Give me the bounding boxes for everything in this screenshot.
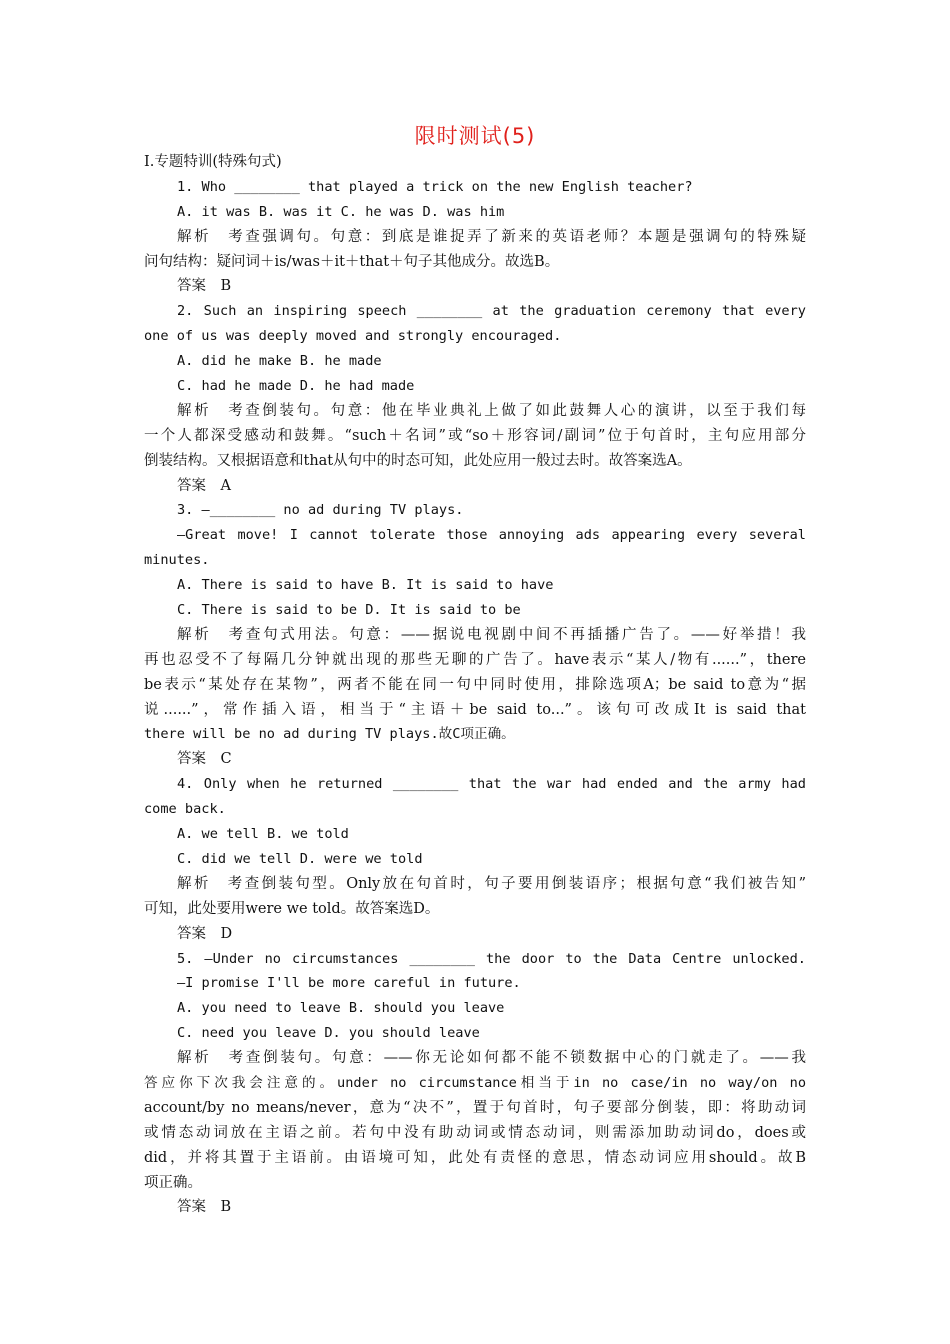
text-line: 3. —________ no ad during TV plays.	[177, 502, 464, 519]
text-line: come back.	[144, 801, 226, 818]
text-line: —Great move! I cannot tolerate those annoying ads appearing every several	[177, 527, 806, 544]
text-line: 倒装结构。又根据语意和that从句中的时态可知，此处应用一般过去时。故答案选A。	[144, 452, 692, 469]
text-line: 5. —Under no circumstances ________ the door to the Data Centre unlocked.	[177, 950, 806, 967]
text-line: —I promise I'll be more careful in future.	[177, 975, 521, 992]
text-line: A. it was B. was it C. he was D. was him	[177, 203, 505, 220]
text-line: 答案 A	[177, 477, 231, 494]
text-line: 答案 D	[177, 925, 233, 942]
text-line: 2. Such an inspiring speech ________ at the graduation ceremony that every	[177, 303, 806, 320]
text-line: account/by no means/never，意为“决不”，置于句首时，句子要部分倒装，即：将助动词	[144, 1099, 806, 1116]
text-line: 答案 B	[177, 278, 232, 295]
text-line: 解析 考查倒装句。句意：——你无论如何都不能不锁数据中心的门就走了。——我	[177, 1050, 806, 1067]
text-line: 答案 B	[177, 1199, 232, 1216]
text-line: C. had he made D. he had made	[177, 378, 415, 395]
page-title: 限时测试(5)	[414, 124, 536, 148]
text-line: 解析 考查倒装句型。Only放在句首时，句子要用倒装语序；根据句意“我们被告知”	[177, 875, 806, 892]
text-line: A. did he make B. he made	[177, 353, 382, 370]
text-line: 可知，此处要用were we told。故答案选D。	[144, 900, 440, 917]
text-line: A. There is said to have B. It is said to have	[177, 577, 554, 594]
text-line: C. need you leave D. you should leave	[177, 1025, 480, 1042]
text-line: be表示“某处存在某物”，两者不能在同一句中同时使用，排除选项A；be said to意为“据	[144, 676, 806, 693]
text-line: Ⅰ.专题特训(特殊句式)	[144, 154, 282, 170]
text-line: 解析 考查倒装句。句意：他在毕业典礼上做了如此鼓舞人心的演讲，以至于我们每	[177, 402, 806, 419]
text-line: 解析 考查句式用法。句意：——据说电视剧中间不再插播广告了。——好举措！我	[177, 626, 806, 643]
text-line: 4. Only when he returned ________ that the war had ended and the army had	[177, 776, 806, 793]
text-line: C. There is said to be D. It is said to be	[177, 602, 521, 619]
text-line: 项正确。	[144, 1174, 202, 1191]
text-line: minutes.	[144, 552, 210, 569]
text-line: A. you need to leave B. should you leave	[177, 1000, 505, 1017]
text-line: C. did we tell D. were we told	[177, 850, 423, 867]
text-line: did，并将其置于主语前。由语境可知，此处有责怪的意思，情态动词应用should。故B	[144, 1149, 806, 1166]
text-line: 答应你下次我会注意的。under no circumstance相当于in no case/in no way/on no	[144, 1074, 806, 1091]
document-body	[144, 150, 806, 1220]
text-line: 或情态动词放在主语之前。若句中没有助动词或情态动词，则需添加助动词do，does或	[144, 1124, 806, 1141]
text-line: one of us was deeply moved and strongly encouraged.	[144, 328, 562, 345]
text-line: 一个人都深受感动和鼓舞。“such＋名词”或“so＋形容词/副词”位于句首时，主句应用部分	[144, 427, 806, 444]
text-line: 答案 C	[177, 751, 232, 768]
text-line: 说......”，常作插入语，相当于“主语＋be said to...”。该句可改成It is said that	[144, 701, 806, 718]
text-line: 再也忍受不了每隔几分钟就出现的那些无聊的广告了。have表示“某人/物有......”，there	[144, 651, 806, 668]
text-line: there will be no ad during TV plays.故C项正确。	[144, 726, 515, 743]
text-line: 问句结构：疑问词＋is/was＋it＋that＋句子其他成分。故选B。	[144, 253, 560, 270]
text-line: 解析 考查强调句。句意：到底是谁捉弄了新来的英语老师？本题是强调句的特殊疑	[177, 228, 806, 245]
text-line: 1. Who ________ that played a trick on the new English teacher?	[177, 178, 693, 195]
text-line: A. we tell B. we told	[177, 826, 349, 843]
